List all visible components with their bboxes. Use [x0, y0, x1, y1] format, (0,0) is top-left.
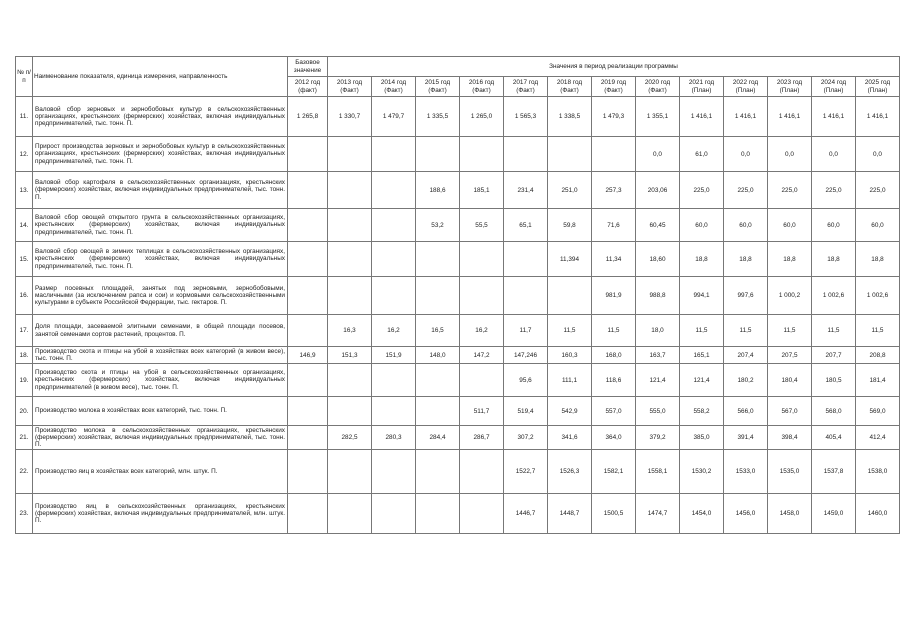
indicator-name: Прирост производства зерновых и зернобобовых культур в сельскохозяйственных организациях, крестьянских (фермерских) хозяйствах, включая индивидуальных предпринимателей, тыс. тонн. П.	[33, 137, 288, 172]
indicator-name: Валовой сбор овощей открытого грунта в сельскохозяйственных организациях, крестьянских (фермерских) хозяйствах, включая индивидуальных предпринимателей, тыс. тонн. П.	[33, 209, 288, 242]
year-value-cell: 1 265,0	[460, 97, 504, 137]
year-value-cell: 180,2	[724, 364, 768, 397]
year-value-cell: 398,4	[768, 426, 812, 450]
year-value-cell: 18,60	[636, 242, 680, 277]
year-value-cell: 385,0	[680, 426, 724, 450]
year-value-cell: 95,6	[504, 364, 548, 397]
year-value-cell: 1582,1	[592, 450, 636, 494]
year-value-cell: 1 416,1	[856, 97, 900, 137]
year-value-cell: 1537,8	[812, 450, 856, 494]
year-value-cell	[592, 137, 636, 172]
year-value-cell: 1 479,7	[372, 97, 416, 137]
base-value-cell	[288, 137, 328, 172]
year-value-cell: 1538,0	[856, 450, 900, 494]
col-header-year: 2012 год (факт)	[288, 77, 328, 97]
col-header-year: 2025 год (План)	[856, 77, 900, 97]
year-value-cell: 1535,0	[768, 450, 812, 494]
year-value-cell: 0,0	[768, 137, 812, 172]
year-value-cell: 307,2	[504, 426, 548, 450]
year-value-cell: 1456,0	[724, 494, 768, 534]
year-value-cell	[328, 137, 372, 172]
year-value-cell	[460, 242, 504, 277]
base-value-cell	[288, 209, 328, 242]
col-header-year: 2013 год (Факт)	[328, 77, 372, 97]
year-value-cell: 11,5	[548, 315, 592, 347]
table-row	[16, 426, 900, 450]
year-value-cell	[416, 242, 460, 277]
table-row	[16, 97, 900, 137]
year-value-cell: 280,3	[372, 426, 416, 450]
base-value-cell	[288, 397, 328, 426]
year-value-cell	[372, 242, 416, 277]
year-value-cell: 60,0	[812, 209, 856, 242]
year-value-cell: 60,45	[636, 209, 680, 242]
indicator-name: Размер посевных площадей, занятых под зерновыми, зернобобовыми, масличными (за исключением рапса и сои) и кормовыми сельскохозяйственными культурами в субъекте Российской Федерации, тыс. гектаров. П.	[33, 277, 288, 315]
year-value-cell: 207,7	[812, 347, 856, 364]
year-value-cell	[328, 277, 372, 315]
year-value-cell: 60,0	[768, 209, 812, 242]
year-value-cell: 1448,7	[548, 494, 592, 534]
indicator-name: Доля площади, засеваемой элитными семенами, в общей площади посевов, занятой семенами сортов растений, процентов. П.	[33, 315, 288, 347]
indicator-name: Производство яиц в сельскохозяйственных организациях, крестьянских (фермерских) хозяйствах, включая индивидуальных предпринимателей, млн. штук. П.	[33, 494, 288, 534]
year-value-cell: 207,4	[724, 347, 768, 364]
year-value-cell: 569,0	[856, 397, 900, 426]
year-value-cell: 225,0	[680, 172, 724, 209]
year-value-cell: 121,4	[636, 364, 680, 397]
col-header-year: 2020 год (Факт)	[636, 77, 680, 97]
year-value-cell: 1460,0	[856, 494, 900, 534]
year-value-cell: 1500,5	[592, 494, 636, 534]
year-value-cell: 151,3	[328, 347, 372, 364]
row-number: 16.	[16, 277, 33, 315]
base-value-cell	[288, 242, 328, 277]
year-value-cell: 225,0	[724, 172, 768, 209]
year-value-cell: 185,1	[460, 172, 504, 209]
year-value-cell: 203,06	[636, 172, 680, 209]
indicator-name: Валовой сбор картофеля в сельскохозяйственных организациях, крестьянских (фермерских) хозяйствах, включая индивидуальных предпринимателей, тыс. тонн. П.	[33, 172, 288, 209]
year-value-cell: 567,0	[768, 397, 812, 426]
col-header-year: 2022 год (План)	[724, 77, 768, 97]
year-value-cell: 225,0	[812, 172, 856, 209]
year-value-cell: 121,4	[680, 364, 724, 397]
year-value-cell: 981,9	[592, 277, 636, 315]
table-row	[16, 242, 900, 277]
year-value-cell: 18,8	[812, 242, 856, 277]
year-value-cell: 65,1	[504, 209, 548, 242]
year-value-cell: 225,0	[768, 172, 812, 209]
year-value-cell: 18,8	[724, 242, 768, 277]
base-value-cell	[288, 315, 328, 347]
table-row	[16, 347, 900, 364]
year-value-cell: 18,8	[680, 242, 724, 277]
indicator-name: Производство яиц в хозяйствах всех категорий, млн. штук. П.	[33, 450, 288, 494]
row-number: 18.	[16, 347, 33, 364]
row-number: 17.	[16, 315, 33, 347]
base-value-cell	[288, 277, 328, 315]
year-value-cell	[416, 494, 460, 534]
year-value-cell	[460, 494, 504, 534]
year-value-cell	[372, 364, 416, 397]
year-value-cell: 1 416,1	[724, 97, 768, 137]
table-row	[16, 364, 900, 397]
year-value-cell	[328, 172, 372, 209]
year-value-cell: 18,0	[636, 315, 680, 347]
year-value-cell	[548, 277, 592, 315]
year-value-cell: 988,8	[636, 277, 680, 315]
year-value-cell: 147,246	[504, 347, 548, 364]
col-header-year: 2019 год (Факт)	[592, 77, 636, 97]
year-value-cell: 1558,1	[636, 450, 680, 494]
col-header-year: 2015 год (Факт)	[416, 77, 460, 97]
year-value-cell	[372, 397, 416, 426]
year-value-cell: 1459,0	[812, 494, 856, 534]
year-value-cell: 994,1	[680, 277, 724, 315]
col-header-number: № п/п	[16, 57, 33, 97]
year-value-cell: 151,9	[372, 347, 416, 364]
row-number: 14.	[16, 209, 33, 242]
base-value-cell: 1 265,8	[288, 97, 328, 137]
year-value-cell: 207,5	[768, 347, 812, 364]
year-value-cell: 231,4	[504, 172, 548, 209]
year-value-cell: 61,0	[680, 137, 724, 172]
table-row	[16, 450, 900, 494]
year-value-cell	[372, 137, 416, 172]
year-value-cell: 341,6	[548, 426, 592, 450]
row-number: 11.	[16, 97, 33, 137]
year-value-cell: 568,0	[812, 397, 856, 426]
year-value-cell: 53,2	[416, 209, 460, 242]
row-number: 23.	[16, 494, 33, 534]
row-number: 20.	[16, 397, 33, 426]
year-value-cell: 16,3	[328, 315, 372, 347]
table-row	[16, 397, 900, 426]
year-value-cell: 1 335,5	[416, 97, 460, 137]
year-value-cell	[416, 450, 460, 494]
year-value-cell: 364,0	[592, 426, 636, 450]
col-header-year: 2021 год (План)	[680, 77, 724, 97]
year-value-cell: 16,5	[416, 315, 460, 347]
year-value-cell: 11,5	[768, 315, 812, 347]
year-value-cell: 1 479,3	[592, 97, 636, 137]
year-value-cell: 11,5	[680, 315, 724, 347]
year-value-cell	[460, 364, 504, 397]
year-value-cell: 11,5	[856, 315, 900, 347]
row-number: 22.	[16, 450, 33, 494]
year-value-cell: 1458,0	[768, 494, 812, 534]
year-value-cell: 286,7	[460, 426, 504, 450]
base-value-cell	[288, 172, 328, 209]
year-value-cell: 542,9	[548, 397, 592, 426]
year-value-cell: 118,6	[592, 364, 636, 397]
year-value-cell: 163,7	[636, 347, 680, 364]
year-value-cell	[416, 137, 460, 172]
indicator-name: Валовой сбор зерновых и зернобобовых культур в сельскохозяйственных организациях, крестьянских (фермерских) хозяйствах, включая индивидуальных предпринимателей, тыс. тонн. П.	[33, 97, 288, 137]
year-value-cell: 11,394	[548, 242, 592, 277]
year-value-cell: 1533,0	[724, 450, 768, 494]
col-header-base: Базовое значение	[288, 57, 328, 77]
col-header-period: Значения в период реализации программы	[328, 57, 900, 77]
year-value-cell: 60,0	[724, 209, 768, 242]
year-value-cell: 257,3	[592, 172, 636, 209]
year-value-cell: 0,0	[636, 137, 680, 172]
year-value-cell: 60,0	[680, 209, 724, 242]
year-value-cell: 16,2	[372, 315, 416, 347]
year-value-cell: 168,0	[592, 347, 636, 364]
year-value-cell: 0,0	[812, 137, 856, 172]
row-number: 21.	[16, 426, 33, 450]
year-value-cell	[328, 364, 372, 397]
year-value-cell: 111,1	[548, 364, 592, 397]
year-value-cell	[328, 397, 372, 426]
indicator-sheet	[15, 56, 900, 534]
col-header-year: 2018 год (Факт)	[548, 77, 592, 97]
indicator-name: Валовой сбор овощей в зимних теплицах в сельскохозяйственных организациях, крестьянских (фермерских) хозяйствах, включая индивидуальных предпринимателей, тыс. тонн. П.	[33, 242, 288, 277]
year-value-cell: 997,6	[724, 277, 768, 315]
year-value-cell: 555,0	[636, 397, 680, 426]
table-row	[16, 494, 900, 534]
year-value-cell	[548, 137, 592, 172]
year-value-cell: 1530,2	[680, 450, 724, 494]
indicator-name: Производство скота и птицы на убой в хозяйствах всех категорий (в живом весе), тыс. тонн. П.	[33, 347, 288, 364]
year-value-cell: 412,4	[856, 426, 900, 450]
year-value-cell	[416, 397, 460, 426]
indicator-name: Производство молока в сельскохозяйственных организациях, крестьянских (фермерских) хозяйствах, включая индивидуальных предпринимателей, тыс. тонн. П.	[33, 426, 288, 450]
year-value-cell: 1526,3	[548, 450, 592, 494]
year-value-cell	[460, 450, 504, 494]
row-number: 19.	[16, 364, 33, 397]
col-header-year: 2023 год (План)	[768, 77, 812, 97]
base-value-cell: 146,9	[288, 347, 328, 364]
year-value-cell: 1 002,6	[812, 277, 856, 315]
year-value-cell	[372, 209, 416, 242]
year-value-cell: 18,8	[768, 242, 812, 277]
year-value-cell: 1 000,2	[768, 277, 812, 315]
year-value-cell: 405,4	[812, 426, 856, 450]
year-value-cell: 181,4	[856, 364, 900, 397]
year-value-cell	[504, 277, 548, 315]
year-value-cell: 11,5	[592, 315, 636, 347]
year-value-cell: 251,0	[548, 172, 592, 209]
year-value-cell	[328, 494, 372, 534]
base-value-cell	[288, 426, 328, 450]
year-value-cell: 1474,7	[636, 494, 680, 534]
year-value-cell: 0,0	[724, 137, 768, 172]
year-value-cell	[372, 172, 416, 209]
year-value-cell: 379,2	[636, 426, 680, 450]
year-value-cell: 11,7	[504, 315, 548, 347]
year-value-cell: 160,3	[548, 347, 592, 364]
row-number: 13.	[16, 172, 33, 209]
year-value-cell: 1 002,6	[856, 277, 900, 315]
table-row	[16, 315, 900, 347]
year-value-cell: 511,7	[460, 397, 504, 426]
year-value-cell	[328, 450, 372, 494]
year-value-cell	[460, 137, 504, 172]
year-value-cell	[504, 137, 548, 172]
year-value-cell: 71,6	[592, 209, 636, 242]
year-value-cell: 1522,7	[504, 450, 548, 494]
row-number: 12.	[16, 137, 33, 172]
year-value-cell	[416, 364, 460, 397]
year-value-cell: 180,5	[812, 364, 856, 397]
year-value-cell: 557,0	[592, 397, 636, 426]
year-value-cell	[372, 277, 416, 315]
year-value-cell: 284,4	[416, 426, 460, 450]
year-value-cell	[372, 494, 416, 534]
year-value-cell	[460, 277, 504, 315]
year-value-cell: 148,0	[416, 347, 460, 364]
indicators-table	[15, 56, 900, 534]
year-value-cell: 1446,7	[504, 494, 548, 534]
table-row	[16, 209, 900, 242]
year-value-cell: 11,34	[592, 242, 636, 277]
year-value-cell: 59,8	[548, 209, 592, 242]
year-value-cell	[372, 450, 416, 494]
year-value-cell: 519,4	[504, 397, 548, 426]
col-header-year: 2017 год (Факт)	[504, 77, 548, 97]
indicator-name: Производство скота и птицы на убой в сельскохозяйственных организациях, крестьянских (фермерских) хозяйствах, включая индивидуальных предпринимателей (в живом весе), тыс. тонн. П.	[33, 364, 288, 397]
base-value-cell	[288, 364, 328, 397]
year-value-cell: 282,5	[328, 426, 372, 450]
year-value-cell: 208,8	[856, 347, 900, 364]
year-value-cell	[504, 242, 548, 277]
year-value-cell: 391,4	[724, 426, 768, 450]
col-header-year: 2016 год (Факт)	[460, 77, 504, 97]
year-value-cell: 1 416,1	[680, 97, 724, 137]
year-value-cell	[416, 277, 460, 315]
year-value-cell: 1454,0	[680, 494, 724, 534]
year-value-cell: 188,6	[416, 172, 460, 209]
year-value-cell: 0,0	[856, 137, 900, 172]
base-value-cell	[288, 450, 328, 494]
year-value-cell: 11,5	[724, 315, 768, 347]
year-value-cell: 1 338,5	[548, 97, 592, 137]
year-value-cell: 1 416,1	[812, 97, 856, 137]
year-value-cell: 1 416,1	[768, 97, 812, 137]
year-value-cell: 180,4	[768, 364, 812, 397]
year-value-cell: 16,2	[460, 315, 504, 347]
indicator-name: Производство молока в хозяйствах всех категорий, тыс. тонн. П.	[33, 397, 288, 426]
year-value-cell: 1 330,7	[328, 97, 372, 137]
year-value-cell: 1 565,3	[504, 97, 548, 137]
year-value-cell: 566,0	[724, 397, 768, 426]
year-value-cell	[328, 242, 372, 277]
year-value-cell: 60,0	[856, 209, 900, 242]
year-value-cell: 558,2	[680, 397, 724, 426]
col-header-year: 2024 год (План)	[812, 77, 856, 97]
year-value-cell	[328, 209, 372, 242]
year-value-cell: 55,5	[460, 209, 504, 242]
table-row	[16, 277, 900, 315]
row-number: 15.	[16, 242, 33, 277]
year-value-cell: 11,5	[812, 315, 856, 347]
year-value-cell: 165,1	[680, 347, 724, 364]
base-value-cell	[288, 494, 328, 534]
col-header-year: 2014 год (Факт)	[372, 77, 416, 97]
year-value-cell: 225,0	[856, 172, 900, 209]
year-value-cell: 147,2	[460, 347, 504, 364]
year-value-cell: 1 355,1	[636, 97, 680, 137]
col-header-name: Наименование показателя, единица измерения, направленность	[33, 57, 288, 97]
year-value-cell: 18,8	[856, 242, 900, 277]
table-row	[16, 172, 900, 209]
table-row	[16, 137, 900, 172]
